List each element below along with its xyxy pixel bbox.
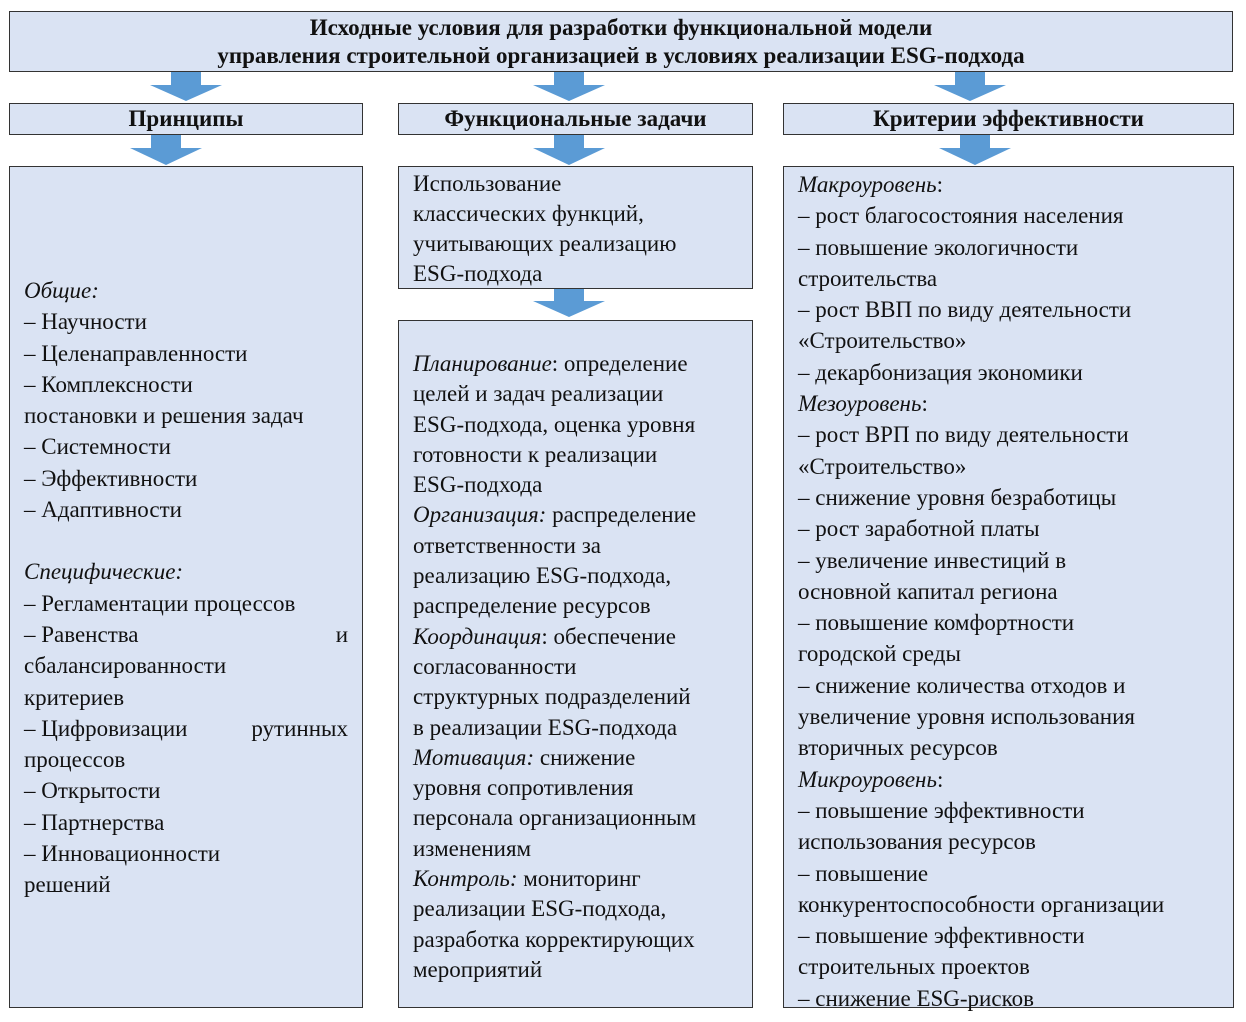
text-line: согласованности (413, 653, 577, 679)
principle-item: – Открытости (24, 778, 161, 804)
text-line: ESG-подхода (413, 261, 543, 286)
criterion-item: – декарбонизация экономики (798, 359, 1083, 385)
principle-item: сбалансированности (24, 653, 227, 679)
text-line: ESG-подхода (413, 472, 543, 498)
principle-item: – Системности (24, 434, 171, 460)
criterion-item: конкурентоспособности организации (798, 891, 1165, 917)
principle-item: решений (24, 872, 111, 898)
principle-item: постановки и решения задач (24, 403, 304, 429)
principle-item: – Комплексности (24, 371, 193, 397)
text-line: классических функций, (413, 201, 644, 226)
criterion-item: – повышение эффективности (798, 923, 1085, 949)
text-line: персонала организационным (413, 805, 697, 831)
classic-functions-box (398, 166, 753, 289)
group-label-general: Общие: (24, 278, 99, 303)
principle-item: – Эффективности (24, 465, 198, 491)
principle-item: критериев (24, 684, 125, 710)
text-line: разработка корректирующих (413, 926, 695, 952)
criteria-box (783, 166, 1234, 1011)
function-organization: Организация: распределение (413, 502, 697, 528)
header-functional-tasks: Функциональные задачи (398, 103, 753, 135)
criterion-item: «Строительство» (798, 328, 967, 354)
function-motivation: Мотивация: снижение (413, 744, 636, 770)
text-line: ответственности за (413, 532, 602, 558)
criterion-item: вторичных ресурсов (798, 735, 998, 761)
text-line: реализации ESG-подхода, (413, 896, 667, 922)
criterion-item: – рост благосостояния населения (798, 203, 1124, 229)
principle-item: – Регламентации процессов (24, 590, 296, 616)
principle-item: – Инновационности (24, 841, 221, 867)
criterion-item: использования ресурсов (798, 829, 1036, 855)
criterion-item: «Строительство» (798, 453, 967, 479)
criterion-item: основной капитал региона (798, 578, 1058, 604)
criterion-item: – увеличение инвестиций в (798, 547, 1067, 573)
header-principles: Принципы (9, 103, 363, 135)
level-label-meso: Мезоуровень: (798, 391, 928, 417)
criterion-item: – снижение ESG-рисков (798, 985, 1034, 1011)
text-line: изменениям (413, 835, 532, 861)
text-line: ESG-подхода, оценка уровня (413, 411, 696, 437)
level-label-macro: Макроуровень: (798, 172, 943, 197)
criterion-item: увеличение уровня использования (798, 704, 1135, 730)
management-functions-box (398, 320, 753, 1008)
criterion-item: – снижение уровня безработицы (798, 484, 1117, 510)
criterion-item: – снижение количества отходов и (798, 672, 1126, 698)
function-planning: Планирование: определение (413, 351, 688, 376)
group-label-specific: Специфические: (24, 559, 184, 585)
text-line: реализацию ESG-подхода, (413, 563, 672, 589)
text-line: учитывающих реализацию (413, 231, 677, 256)
text-line: уровня сопротивления (413, 775, 634, 801)
function-control: Контроль: мониторинг (413, 866, 641, 892)
text-line: мероприятий (413, 956, 543, 982)
principle-item: – Адаптивности (24, 497, 182, 523)
principle-item: – Целенаправленности (24, 340, 248, 366)
text-line: готовности к реализации (413, 441, 658, 467)
principle-item: – Равенства и (24, 621, 348, 647)
text-line: Использование (413, 171, 562, 196)
criterion-item: строительных проектов (798, 954, 1030, 980)
text-line: распределение ресурсов (413, 593, 651, 619)
text-line: целей и задач реализации (413, 381, 664, 407)
header-efficiency-criteria: Критерии эффективности (783, 103, 1234, 135)
text-line: в реализации ESG-подхода (413, 714, 678, 740)
principle-item: – Научности (24, 309, 147, 335)
criterion-item: городской среды (798, 641, 961, 667)
criterion-item: – повышение экологичности (798, 234, 1079, 260)
principle-item: процессов (24, 747, 126, 773)
criterion-item: – повышение эффективности (798, 797, 1085, 823)
principle-item: – Партнерства (24, 809, 165, 835)
function-coordination: Координация: обеспечение (413, 623, 676, 649)
principles-box (9, 166, 363, 1008)
title-box (9, 11, 1233, 72)
text-line: структурных подразделений (413, 684, 691, 710)
criterion-item: строительства (798, 265, 938, 291)
criterion-item: – рост ВВП по виду деятельности (798, 297, 1132, 323)
level-label-micro: Микроуровень: (798, 766, 944, 792)
principle-item: – Цифровизации рутинных (24, 715, 348, 741)
criterion-item: – повышение комфортности (798, 610, 1075, 636)
criterion-item: – рост ВРП по виду деятельности (798, 422, 1129, 448)
criterion-item: – повышение (798, 860, 929, 886)
title-line-2: управления строительной организацией в условиях реализации ESG-подхода (217, 43, 1025, 68)
criterion-item: – рост заработной платы (798, 516, 1040, 542)
title-line-1: Исходные условия для разработки функциональной модели (309, 15, 933, 40)
